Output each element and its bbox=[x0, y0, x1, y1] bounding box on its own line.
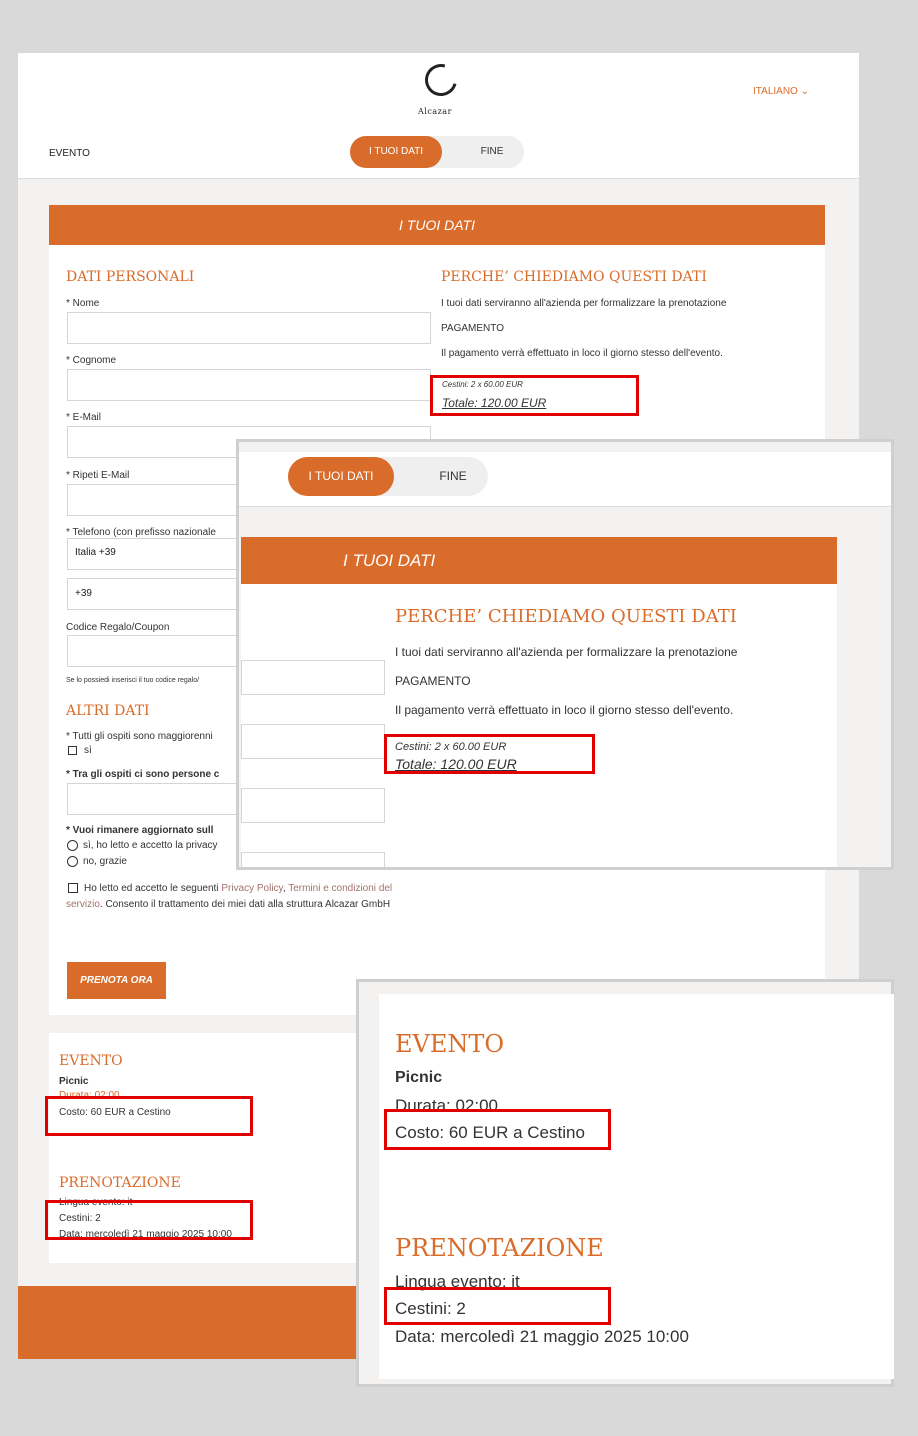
other-data-title: ALTRI DATI bbox=[66, 703, 150, 719]
basket-line: Cestini: 2 x 60.00 EUR bbox=[442, 380, 523, 389]
why-text: I tuoi dati serviranno all'azienda per formalizzare la prenotazione bbox=[441, 298, 727, 309]
terms-prefix: Ho letto ed accetto le seguenti bbox=[84, 883, 219, 894]
event-cost: Costo: 60 EUR a Cestino bbox=[59, 1107, 171, 1118]
name-input[interactable] bbox=[67, 312, 431, 344]
step-evento[interactable]: EVENTO bbox=[49, 148, 90, 159]
zoom-event-cost: Costo: 60 EUR a Cestino bbox=[395, 1123, 585, 1142]
updates-no-label: no, grazie bbox=[83, 856, 127, 867]
payment-title: PAGAMENTO bbox=[441, 323, 504, 334]
booking-title: PRENOTAZIONE bbox=[59, 1175, 181, 1191]
surname-input[interactable] bbox=[67, 369, 431, 401]
privacy-link[interactable]: Privacy Policy bbox=[221, 883, 283, 894]
personal-data-title: DATI PERSONALI bbox=[66, 269, 195, 285]
adults-yes-label: sì bbox=[84, 745, 92, 756]
logo-text: Alcazar bbox=[418, 107, 452, 116]
zoom-field-2 bbox=[241, 724, 385, 759]
email-repeat-label: * Ripeti E-Mail bbox=[66, 470, 130, 481]
zoom-banner bbox=[241, 537, 837, 584]
payment-text: Il pagamento verrà effettuato in loco il giorno stesso dell'evento. bbox=[441, 348, 723, 359]
zoom-payment-title: PAGAMENTO bbox=[395, 674, 471, 688]
booking-date: Data: mercoledì 21 maggio 2025 10:00 bbox=[59, 1229, 232, 1240]
zoom-step-pills bbox=[288, 457, 488, 496]
zoom-booking-title: PRENOTAZIONE bbox=[395, 1234, 604, 1262]
zoom-step-tuoi-dati[interactable]: I TUOI DATI bbox=[288, 457, 394, 496]
book-now-button[interactable]: PRENOTA ORA bbox=[67, 962, 166, 999]
alcazar-logo-icon bbox=[419, 58, 463, 102]
terms-suffix: . Consento il trattamento dei miei dati alla struttura Alcazar bbox=[99, 899, 359, 910]
zoom-booking-language: Lingua evento: it bbox=[395, 1272, 520, 1291]
zoom-event-name: Picnic bbox=[395, 1069, 443, 1086]
zoom-why-text: I tuoi dati serviranno all'azienda per formalizzare la prenotazione bbox=[395, 645, 738, 659]
chevron-down-icon: ⌄ bbox=[797, 86, 809, 97]
phone-label: * Telefono (con prefisso nazionale bbox=[66, 527, 216, 538]
step-tuoi-dati[interactable]: I TUOI DATI bbox=[350, 136, 442, 168]
zoom-why-title: PERCHE’ CHIEDIAMO QUESTI DATI bbox=[395, 606, 737, 627]
email-label: * E-Mail bbox=[66, 412, 102, 423]
updates-question: * Vuoi rimanere aggiornato sull bbox=[66, 825, 214, 836]
zoom-field-3 bbox=[241, 788, 385, 823]
adults-yes-checkbox[interactable] bbox=[68, 746, 77, 755]
zoom-booking-baskets: Cestini: 2 bbox=[395, 1299, 466, 1318]
step-pills bbox=[350, 136, 524, 168]
terms-link[interactable]: Termini e condizioni bbox=[288, 883, 377, 894]
zoom-panel-data bbox=[236, 439, 894, 870]
terms-link-2[interactable]: del servizio bbox=[66, 883, 393, 910]
zoom-card bbox=[241, 584, 837, 870]
step-fine[interactable]: FINE bbox=[480, 146, 504, 157]
country-select[interactable]: Italia +39 bbox=[67, 538, 431, 570]
highlight-total-box bbox=[430, 375, 639, 416]
event-name: Picnic bbox=[59, 1076, 89, 1087]
zoom-payment-text: Il pagamento verrà effettuato in loco il giorno stesso dell'evento. bbox=[395, 703, 734, 717]
coupon-label: Codice Regalo/Coupon bbox=[66, 622, 170, 633]
coupon-hint: Se lo possiedi inserisci il tuo codice regalo/ bbox=[66, 677, 200, 684]
highlight-zoom-baskets-box bbox=[384, 1287, 611, 1325]
name-label: * Nome bbox=[66, 298, 100, 309]
zoom-panel-summary bbox=[356, 979, 894, 1387]
highlight-cost-box bbox=[45, 1096, 253, 1136]
zoom-banner-title: I TUOI DATI bbox=[343, 551, 436, 570]
surname-label: * Cognome bbox=[66, 355, 117, 366]
guests-question: * Tra gli ospiti ci sono persone c bbox=[66, 769, 220, 780]
booking-language: Lingua evento: it bbox=[59, 1197, 133, 1208]
highlight-zoom-cost-box bbox=[384, 1109, 611, 1150]
why-title: PERCHE’ CHIEDIAMO QUESTI DATI bbox=[441, 269, 707, 285]
zoom-event-duration: Durata: 02:00 bbox=[395, 1096, 499, 1115]
zoom-total-line: Totale: 120.00 EUR bbox=[395, 756, 517, 772]
updates-yes-label: sì, ho letto e accetto la privacy bbox=[83, 840, 218, 851]
adults-question: * Tutti gli ospiti sono maggiorenni bbox=[66, 731, 213, 742]
section-banner bbox=[49, 205, 825, 245]
banner-title: I TUOI DATI bbox=[399, 217, 475, 233]
booking-baskets: Cestini: 2 bbox=[59, 1213, 101, 1224]
highlight-baskets-box bbox=[45, 1200, 253, 1240]
event-title: EVENTO bbox=[59, 1053, 123, 1069]
zoom-booking-date: Data: mercoledì 21 maggio 2025 10:00 bbox=[395, 1327, 689, 1346]
zoom-field-4 bbox=[241, 852, 385, 870]
phone-input[interactable]: +39 bbox=[67, 578, 431, 610]
zoom-step-fine[interactable]: FINE bbox=[439, 469, 467, 483]
updates-no-radio[interactable] bbox=[67, 856, 78, 867]
zoom-basket-line: Cestini: 2 x 60.00 EUR bbox=[395, 741, 507, 753]
event-duration: Durata: 02:00 bbox=[59, 1090, 120, 1101]
terms-text: Ho letto ed accetto le seguenti Privacy Policy, Termini e condizioni del servizio. Consento il trattamento dei miei dati alla struttura Alcazar GmbH bbox=[66, 883, 393, 910]
zoom-field-1 bbox=[241, 660, 385, 695]
language-selector[interactable]: ITALIANO ⌄ bbox=[753, 86, 809, 97]
highlight-zoom-total-box bbox=[384, 734, 595, 774]
total-line: Totale: 120.00 EUR bbox=[442, 396, 547, 410]
terms-suffix-2: GmbH bbox=[361, 899, 391, 910]
top-bar bbox=[18, 53, 859, 179]
zoom-event-title: EVENTO bbox=[395, 1030, 505, 1058]
updates-yes-radio[interactable] bbox=[67, 840, 78, 851]
